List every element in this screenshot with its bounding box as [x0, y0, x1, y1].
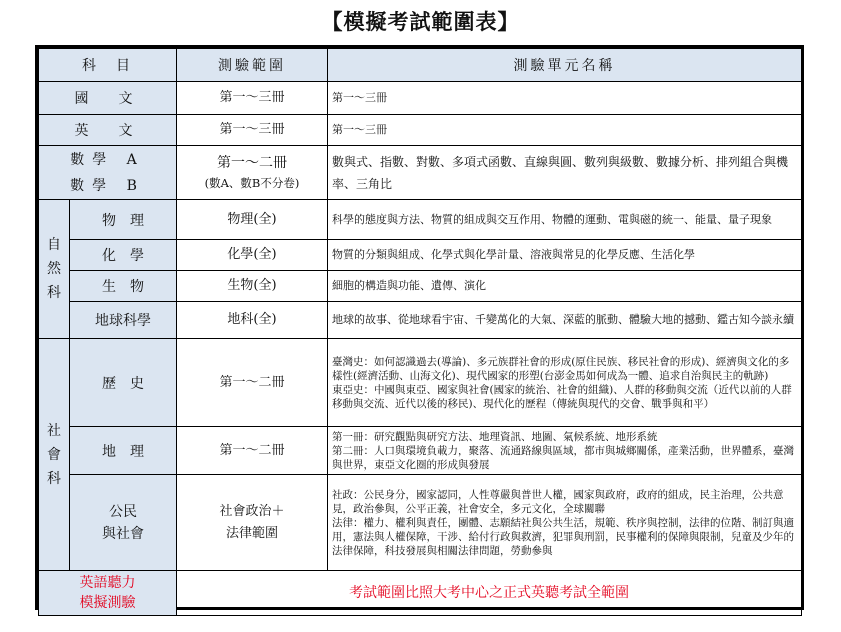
- range-civics: 社會政治＋ 法律範圍: [177, 475, 328, 571]
- subject-chinese: 國 文: [39, 82, 177, 115]
- table-header-row: [39, 49, 802, 82]
- category-social-char: 科: [47, 470, 61, 487]
- table-row-chinese: [39, 82, 802, 115]
- table-row-geography: [39, 427, 802, 475]
- units-earth-science: 地球的故事、從地球看宇宙、千變萬化的大氣、深藍的脈動、體驗大地的撼動、鑑古知今談永續: [328, 302, 802, 339]
- subject-geography: 地 理: [70, 427, 177, 475]
- units-chemistry: 物質的分類與組成、化學式與化學計量、溶液與常見的化學反應、生活化學: [328, 240, 802, 271]
- page-title: 【模擬考試範圍表】: [321, 10, 520, 34]
- range-english: 第一～三冊: [177, 115, 328, 146]
- subject-biology: 生 物: [70, 271, 177, 302]
- category-science: [39, 200, 70, 339]
- range-geography: 第一～二冊: [177, 427, 328, 475]
- subject-math-b: 數學 B: [70, 177, 145, 194]
- table-row-biology: [39, 271, 802, 302]
- table-row-listening: [39, 571, 802, 616]
- range-math-note: (數A、數B不分卷): [204, 175, 300, 190]
- category-social: [39, 339, 70, 571]
- units-biology: 細胞的構造與功能、遺傳、演化: [328, 271, 802, 302]
- exam-range-table: [35, 45, 804, 610]
- units-geography: 第一冊：研究觀點與研究方法、地理資訊、地圖、氣候系統、地形系統 第二冊：人口與環境負載力，聚落、流通路線與區域，都市與城鄉關係，產業活動，世界體系，臺灣與世界，東亞文化圈的形成與發展: [328, 427, 802, 475]
- units-chinese: 第一～三冊: [328, 82, 802, 115]
- category-science-char: 然: [47, 261, 61, 277]
- header-range: 測驗範圍: [177, 49, 328, 82]
- header-subject: 科 目: [39, 49, 177, 82]
- category-science-char: 自: [47, 237, 61, 253]
- category-social-char: 社: [47, 422, 61, 439]
- table-row-english: [39, 115, 802, 146]
- range-earth-science: 地科(全): [177, 302, 328, 339]
- subject-civics: 公民 與社會: [70, 475, 177, 571]
- table-row-physics: [39, 200, 802, 240]
- range-biology: 生物(全): [177, 271, 328, 302]
- listening-range-note: 考試範圍比照大考中心之正式英聽考試全範圍: [177, 571, 802, 616]
- range-math-books: 第一～二冊: [217, 154, 287, 171]
- units-physics: 科學的態度與方法、物質的組成與交互作用、物體的運動、電與磁的統一、能量、量子現象: [328, 200, 802, 240]
- subject-history: 歷 史: [70, 339, 177, 427]
- subject-english: 英 文: [39, 115, 177, 146]
- subject-listening: 英語聽力 模擬測驗: [39, 571, 177, 616]
- table-row-chemistry: [39, 240, 802, 271]
- table-row-earth-science: [39, 302, 802, 339]
- category-science-char: 科: [47, 285, 61, 301]
- subject-math: [39, 146, 177, 200]
- subject-math-a: 數學 A: [70, 151, 145, 168]
- range-physics: 物理(全): [177, 200, 328, 240]
- subject-chemistry: 化 學: [70, 240, 177, 271]
- units-civics: 社政：公民身分，國家認同，人性尊嚴與普世人權，國家與政府，政府的組成，民主治理，公共意見，政治參與，公平正義，社會安全，多元文化，全球關聯 法律：權力、權利與責任，團體、志願結社與公共生活，規範、秩序與控制，法律的位階、制訂與適用，憲法與人權保障，干涉、給付行政與救濟，犯罪與刑罰，民事權利的保障與限制，兒童及少年的法律保障，科技發展與相關法律問題，勞動參與: [328, 475, 802, 571]
- subject-physics: 物 理: [70, 200, 177, 240]
- subject-earth-science: 地球科學: [70, 302, 177, 339]
- table-row-history: [39, 339, 802, 427]
- units-math: 數與式、指數、對數、多項式函數、直線與圓、數列與級數、數據分析、排列組合與機率、三角比: [328, 146, 802, 200]
- range-chinese: 第一～三冊: [177, 82, 328, 115]
- category-social-char: 會: [47, 446, 61, 463]
- header-units: 測驗單元名稱: [328, 49, 802, 82]
- range-chemistry: 化學(全): [177, 240, 328, 271]
- range-math: [177, 146, 328, 200]
- range-history: 第一～二冊: [177, 339, 328, 427]
- table-row-math: [39, 146, 802, 200]
- table-row-civics: [39, 475, 802, 571]
- units-history: 臺灣史：如何認識過去(導論)、多元族群社會的形成(原住民族、移民社會的形成)、經濟與文化的多樣性(經濟活動、山海文化)、現代國家的形塑(台澎金馬如何成為一體、追求自治與民主的軌跡) 東亞史：中國與東亞、國家與社會(國家的統治、社會的組織)、人群的移動與交流（近代以前的人群移動與交流、近代以後的移民)、現代化的歷程（傳統與現代的交會、戰爭與和平）: [328, 339, 802, 427]
- units-english: 第一～三冊: [328, 115, 802, 146]
